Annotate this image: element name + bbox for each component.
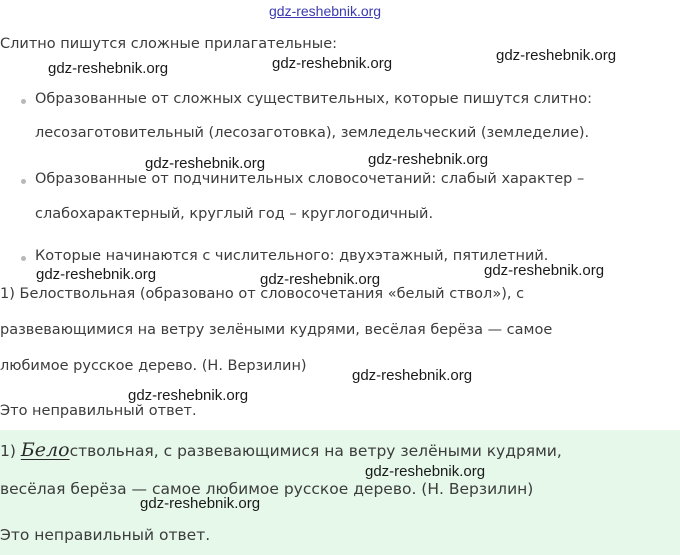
corrected-prefix: 1): [0, 442, 21, 460]
list-item-line: Образованные от подчинительных словосочетаний: слабый характер –: [35, 171, 585, 187]
watermark: gdz-reshebnik.org: [260, 271, 381, 288]
answer-line: развевающимися на ветру зелёными кудрями, весёлая берёза — самое: [0, 322, 553, 338]
watermark: gdz-reshebnik.org: [484, 262, 605, 279]
watermark: gdz-reshebnik.org: [368, 151, 489, 168]
rule-intro: Слитно пишутся сложные прилагательные:: [0, 36, 338, 52]
watermark: gdz-reshebnik.org: [128, 387, 249, 404]
corrected-rest: ствольная, с развевающимися на ветру зелёными кудрями,: [69, 442, 562, 460]
bullet-icon: [21, 179, 26, 184]
handwritten-correction: Бело: [20, 439, 70, 461]
answer-line: любимое русское дерево. (Н. Верзилин): [0, 358, 307, 374]
watermark: gdz-reshebnik.org: [140, 495, 261, 512]
watermark: gdz-reshebnik.org: [352, 367, 473, 384]
corrected-line: весёлая берёза — самое любимое русское дерево. (Н. Верзилин): [0, 480, 534, 498]
watermark-top: gdz-reshebnik.org: [269, 3, 382, 19]
corrected-line: [0, 439, 562, 461]
list-item-line: лесозаготовительный (лесозаготовка), земледельческий (земледелие).: [35, 125, 590, 141]
list-item-line: Образованные от сложных существительных, которые пишутся слитно:: [35, 91, 593, 107]
answer-verdict: Это неправильный ответ.: [0, 403, 197, 419]
corrected-verdict: Это неправильный ответ.: [0, 526, 211, 544]
watermark: gdz-reshebnik.org: [36, 266, 157, 283]
list-item-line: слабохарактерный, круглый год – круглогодичный.: [35, 206, 434, 222]
watermark: gdz-reshebnik.org: [48, 60, 169, 77]
list-item-line: Которые начинаются с числительного: двухэтажный, пятилетний.: [35, 248, 549, 264]
watermark: gdz-reshebnik.org: [145, 155, 266, 172]
answer-line: 1) Белоствольная (образовано от словосочетания «белый ствол»), с: [0, 286, 525, 302]
bullet-icon: [21, 99, 26, 104]
watermark: gdz-reshebnik.org: [272, 55, 393, 72]
bullet-icon: [21, 256, 26, 261]
watermark: gdz-reshebnik.org: [365, 463, 486, 480]
watermark: gdz-reshebnik.org: [496, 47, 617, 64]
